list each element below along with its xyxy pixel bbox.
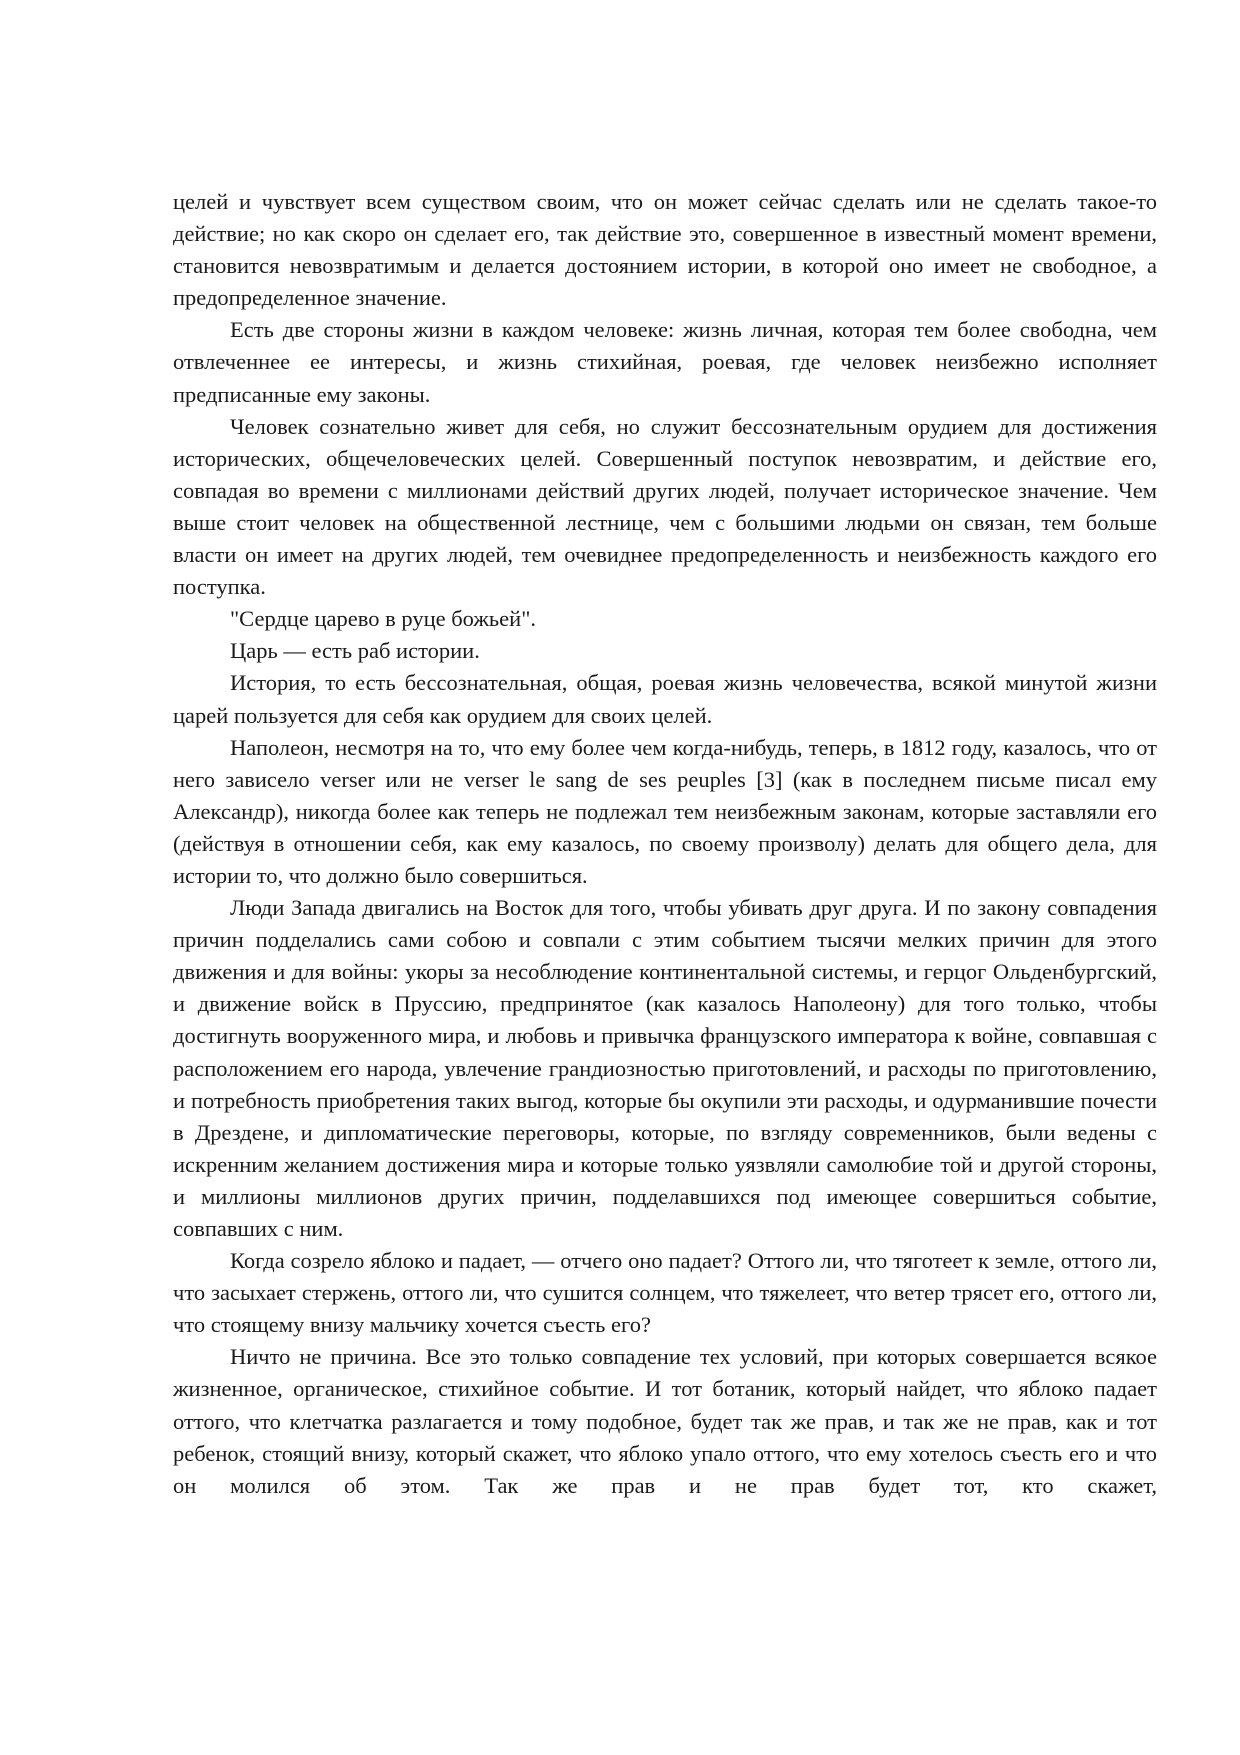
document-page bbox=[173, 186, 1157, 1502]
paragraph: Есть две стороны жизни в каждом человеке: жизнь личная, которая тем более свободна, чем отвлеченнее ее интересы, и жизнь стихийная, роевая, где человек неизбежно исполняет предписанные ему законы. bbox=[173, 317, 1157, 407]
paragraph-quote: "Сердце царево в руце божьей". bbox=[230, 606, 537, 632]
paragraph: Царь — есть раб истории. bbox=[230, 638, 480, 664]
paragraph: Человек сознательно живет для себя, но служит бессознательным орудием для достижения исторических, общечеловеческих целей. Совершенный поступок невозвратим, и действие его, совпадая во времени с миллионами действий других людей, получает историческое значение. Чем выше стоит человек на общественной лестнице, чем с большими людьми он связан, тем больше власти он имеет на других людей, тем очевиднее предопределенность и неизбежность каждого его поступка. bbox=[173, 413, 1157, 600]
paragraph-continues: Ничто не причина. Все это только совпадение тех условий, при которых совершается всякое жизненное, органическое, стихийное событие. И тот ботаник, который найдет, что яблоко падает оттого, что клетчатка разлагается и тому подобное, будет так же прав, и так же не прав, как и тот ребенок, стоящий внизу, который скажет, что яблоко упало оттого, что ему хотелось съесть его и что он молился об этом. Так же прав и не прав будет тот, кто скажет, bbox=[173, 1344, 1157, 1498]
paragraph-continuation: целей и чувствует всем существом своим, что он может сейчас сделать или не сделать такое-то действие; но как скоро он сделает его, так действие это, совершенное в известный момент времени, становится невозвратимым и делается достоянием истории, в которой оно имеет не свободное, а предопределенное значение. bbox=[173, 189, 1157, 311]
paragraph: История, то есть бессознательная, общая, роевая жизнь человечества, всякой минутой жизни царей пользуется для себя как орудием для своих целей. bbox=[173, 670, 1157, 728]
paragraph: Люди Запада двигались на Восток для того, чтобы убивать друг друга. И по закону совпадения причин подделались сами собою и совпали с этим событием тысячи мелких причин для этого движения и для войны: укоры за несоблюдение континентальной системы, и герцог Ольденбургский, и движение войск в Пруссию, предпринятое (как казалось Наполеону) для того только, чтобы достигнуть вооруженного мира, и любовь и привычка французского императора к войне, совпавшая с расположением его народа, увлечение грандиозностью приготовлений, и расходы по приготовлению, и потребность приобретения таких выгод, которые бы окупили эти расходы, и одурманившие почести в Дрездене, и дипломатические переговоры, которые, по взгляду современников, были ведены с искренним желанием достижения мира и которые только уязвляли самолюбие той и другой стороны, и миллионы миллионов других причин, подделавшихся под имеющее совершиться событие, совпавших с ним. bbox=[173, 895, 1157, 1241]
paragraph: Когда созрело яблоко и падает, — отчего оно падает? Оттого ли, что тяготеет к земле, оттого ли, что засыхает стержень, оттого ли, что сушится солнцем, что тяжелеет, что ветер трясет его, оттого ли, что стоящему внизу мальчику хочется съесть его? bbox=[173, 1248, 1157, 1338]
paragraph: Наполеон, несмотря на то, что ему более чем когда-нибудь, теперь, в 1812 году, казалось, что от него зависело verser или не verser le sang de ses peuples [3] (как в последнем письме писал ему Александр), никогда более как теперь не подлежал тем неизбежным законам, которые заставляли его (действуя в отношении себя, как ему казалось, по своему произволу) делать для общего дела, для истории то, что должно было совершиться. bbox=[173, 734, 1157, 888]
